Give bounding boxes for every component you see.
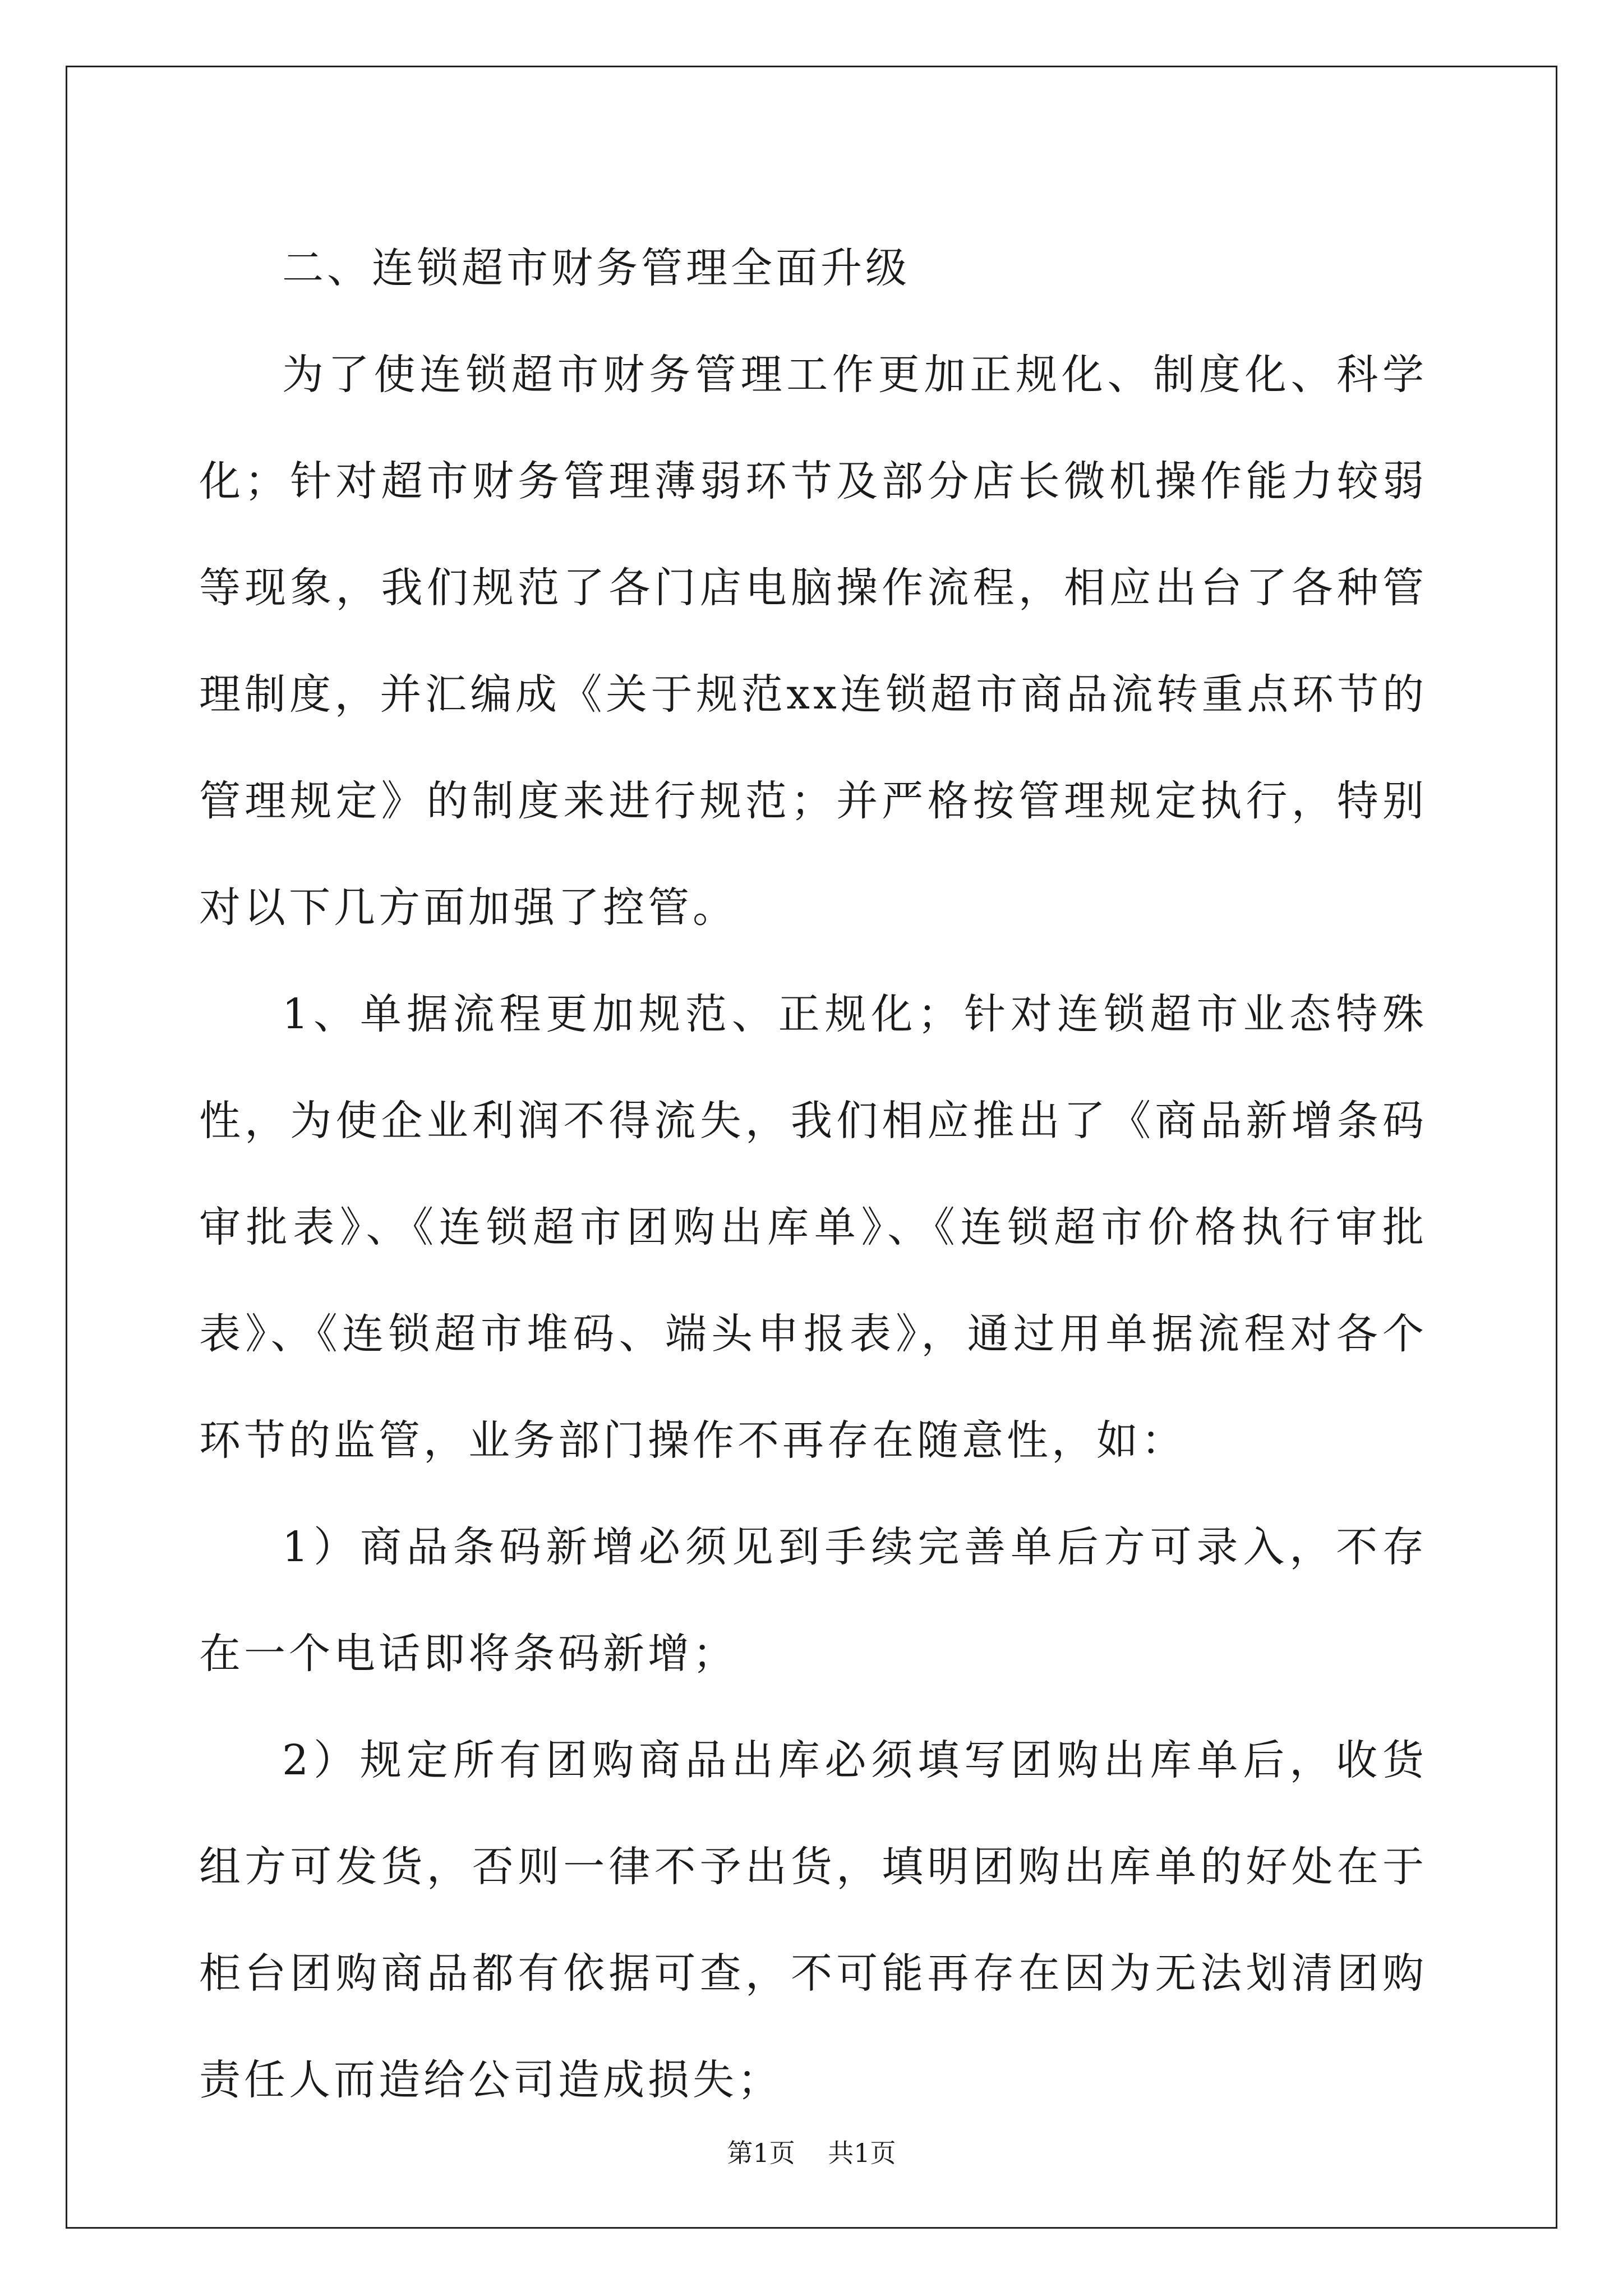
page-number: 第1页: [727, 2138, 795, 2168]
page-footer: [0, 2136, 1623, 2170]
paragraph-subitem-1: 1）商品条码新增必须见到手续完善单后方可录入，不存在一个电话即将条码新增；: [199, 1523, 1427, 1678]
paragraph-item-1: 1、单据流程更加规范、正规化；针对连锁超市业态特殊性，为使企业利润不得流失，我们相应推出了《商品新增条码审批表》、《连锁超市团购出库单》、《连锁超市价格执行审批表》、《连锁超市堆码、端头申报表》，通过用单据流程对各个环节的监管，业务部门操作不再存在随意性，如：: [199, 990, 1427, 1465]
paragraph-intro: 为了使连锁超市财务管理工作更加正规化、制度化、科学化；针对超市财务管理薄弱环节及部分店长微机操作能力较弱等现象，我们规范了各门店电脑操作流程，相应出台了各种管理制度，并汇编成《关于规范xx连锁超市商品流转重点环节的管理规定》的制度来进行规范；并严格按管理规定执行，特别对以下几方面加强了控管。: [199, 351, 1427, 932]
paragraph-subitem-2: 2）规定所有团购商品出库必须填写团购出库单后，收货组方可发货，否则一律不予出货，填明团购出库单的好处在于柜台团购商品都有依据可查，不可能再存在因为无法划清团购责任人而造给公司造成损失；: [199, 1736, 1427, 2104]
page-total: 共1页: [828, 2138, 896, 2168]
section-heading: 二、连锁超市财务管理全面升级: [282, 244, 910, 292]
document-body: [199, 215, 1427, 2133]
